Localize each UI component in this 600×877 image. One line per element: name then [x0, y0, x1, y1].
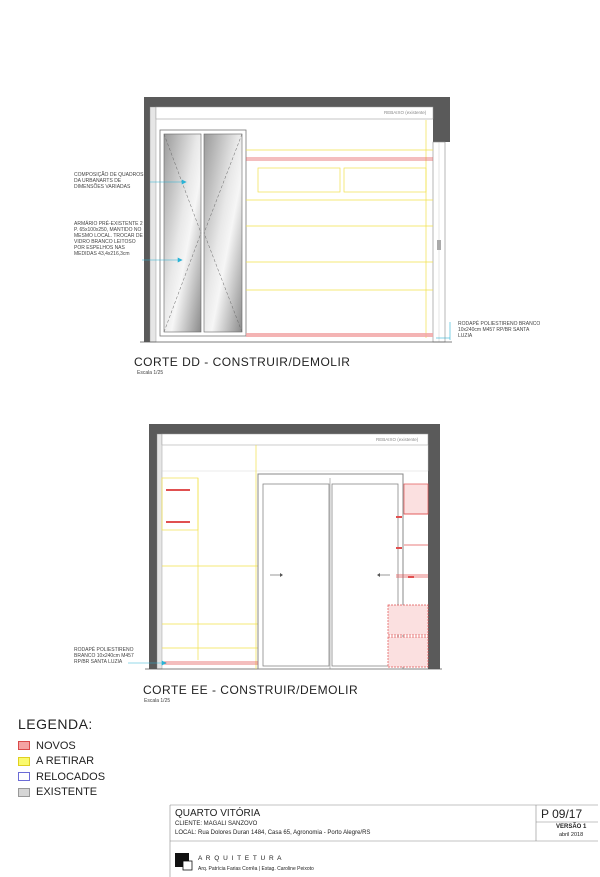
ee-right-wall: [428, 424, 440, 669]
brand-name: A R Q U I T E T U R A: [198, 855, 283, 862]
legend-item-existente: [18, 785, 105, 801]
dd-new-elements: [246, 158, 433, 336]
ee-scale: Escala 1/25: [144, 698, 171, 704]
legend-swatch-novos: [18, 741, 30, 750]
ee-ceiling-slab: [149, 424, 440, 434]
legend-label: EXISTENTE: [36, 786, 98, 799]
dd-mirror-door-right: [204, 134, 242, 332]
dd-right-wall: [433, 97, 450, 142]
sheet-number: P 09/17: [541, 807, 583, 821]
ee-title: CORTE EE - CONSTRUIR/DEMOLIR: [143, 683, 359, 697]
dd-rebaixo-label: REBAIXO (existente): [384, 110, 427, 115]
authors: Arq. Patrícia Farias Corrêa | Estag. Caroline Peixoto: [198, 866, 314, 872]
dd-scale: Escala 1/25: [137, 370, 164, 376]
dd-left-wall-inner: [150, 107, 156, 342]
ee-sliding-door: [258, 474, 403, 669]
project-location: LOCAL: Rua Dolores Duran 1484, Casa 65, Agronomia - Porto Alegre/RS: [175, 830, 371, 836]
legend-item-novos: [18, 738, 105, 754]
ee-remove-elements: [162, 445, 258, 669]
ee-note-rodape: RODAPÉ POLIESTIRENO BRANCO 10x240cm M457 RP/BR SANTA LUZIA: [74, 647, 134, 665]
legend-label: RELOCADOS: [36, 770, 106, 783]
legend-label: NOVOS: [36, 739, 76, 752]
dd-mirror-door-left: [164, 134, 201, 332]
dd-column-handle: [437, 240, 441, 250]
client-name: CLIENTE: MAGALI SANZOVO: [175, 821, 258, 827]
legend-label: A RETIRAR: [36, 755, 95, 768]
dd-note-composition: COMPOSIÇÃO DE QUADROS DA URBANARTS DE DIMENSÕES VARIADAS: [74, 172, 144, 190]
legend-swatch-relocados: [18, 772, 30, 781]
dd-title: CORTE DD - CONSTRUIR/DEMOLIR: [134, 355, 351, 369]
legend-item-relocados: [18, 769, 105, 785]
dd-note-wardrobe: ARMÁRIO PRÉ-EXISTENTE 2 P. 65x100x250, MANTIDO NO MESMO LOCAL. TROCAR DE VIDRO BRANCO LEITOSO POR ESPELHOS NAS MEDIDAS 43,4x216,3cm: [74, 221, 143, 257]
ee-rebaixo-label: REBAIXO (existente): [376, 437, 419, 442]
legend-swatch-a-retirar: [18, 757, 30, 766]
version-label: VERSÃO 1: [556, 824, 587, 830]
sheet-date: abril 2018: [559, 832, 584, 838]
legend-title: LEGENDA:: [18, 716, 93, 732]
dd-remove-elements: [246, 120, 433, 338]
project-title: QUARTO VITÓRIA: [175, 808, 261, 819]
legend-item-a-retirar: [18, 754, 105, 770]
dd-ceiling-slab: [144, 97, 450, 107]
section-ee: [74, 424, 442, 704]
legend-swatch-existente: [18, 788, 30, 797]
section-dd: [74, 97, 542, 376]
dd-note-rodape: RODAPÉ POLIESTIRENO BRANCO 10x240cm M457 RP/BR SANTA LUZIA: [458, 321, 541, 339]
ee-left-wall-inner: [157, 434, 162, 669]
legend: [18, 716, 105, 800]
